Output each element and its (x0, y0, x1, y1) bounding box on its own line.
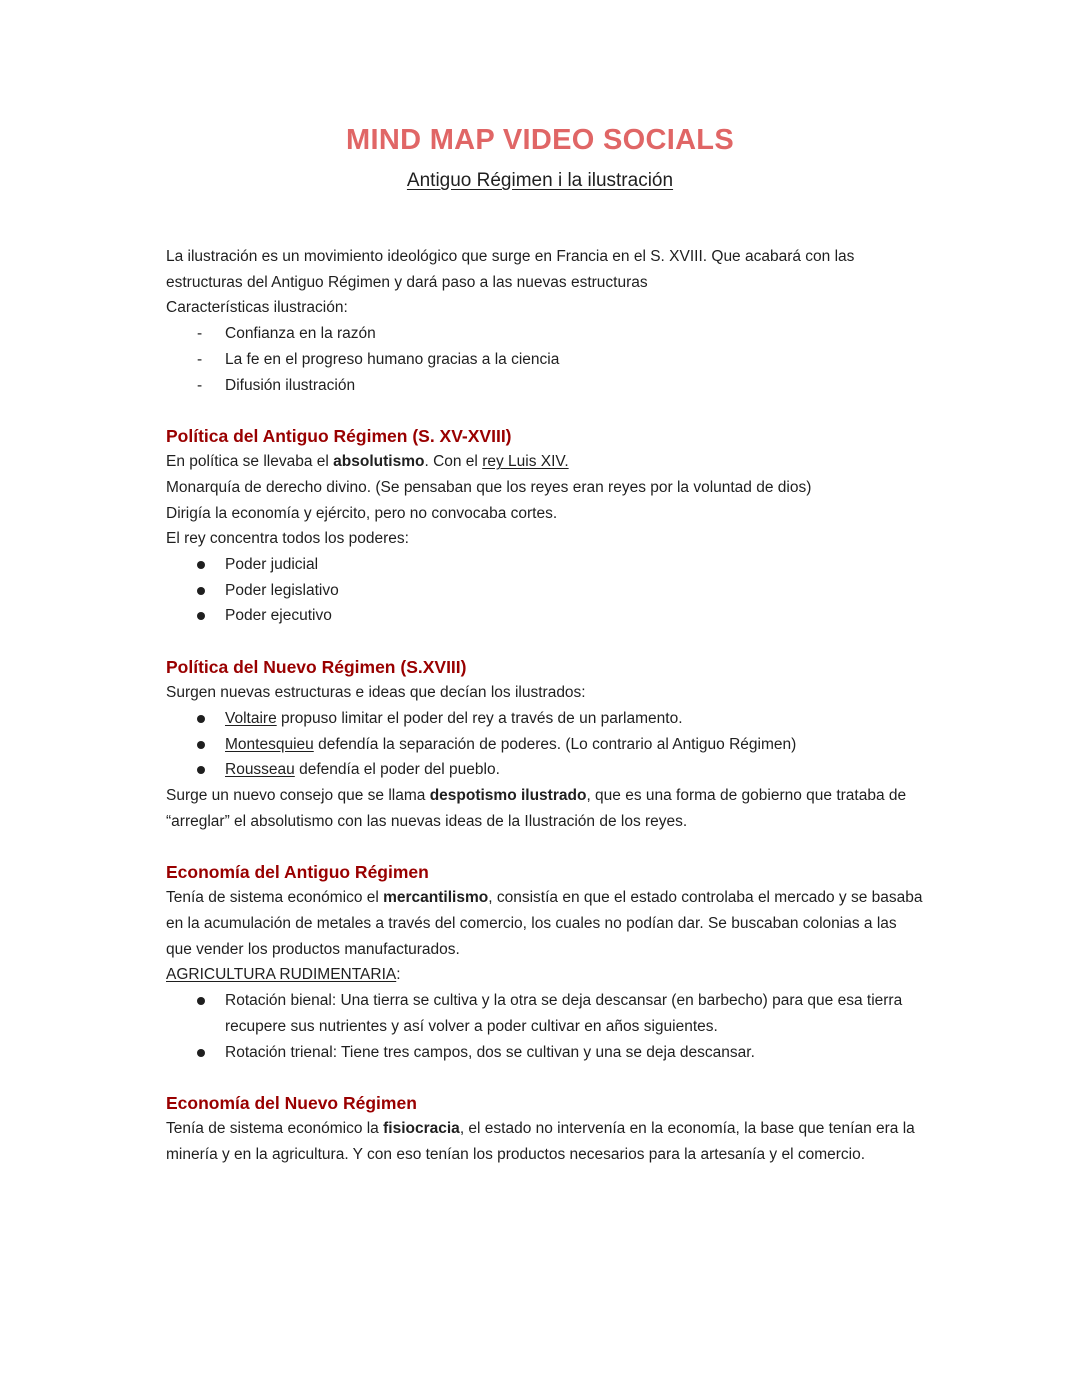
document-body (166, 244, 926, 1168)
underlined-term: Voltaire (225, 709, 277, 727)
section-heading-politica-nuevo: Política del Nuevo Régimen (S.XVIII) (166, 657, 467, 678)
underlined-term: Rousseau (225, 761, 295, 779)
list-item: - Difusión ilustración (166, 373, 926, 399)
page-subtitle (0, 170, 1080, 192)
paragraph: Dirigía la economía y ejército, pero no convocaba cortes. (166, 504, 558, 522)
paragraph: Tenía de sistema económico el mercantilismo, consistía en que el estado controlaba el mercado y se basaba en la acumulación de metales a través del comercio, los cuales no podían dar. Se buscaban colonias a las que vender los productos manufacturados. (166, 889, 923, 958)
underlined-term: rey Luis XIV. (482, 453, 569, 471)
list-item: - Confianza en la razón (166, 321, 926, 347)
list-item: - La fe en el progreso humano gracias a la ciencia (166, 347, 926, 373)
list-item: Rousseau defendía el poder del pueblo. (166, 757, 926, 783)
list-item: Rotación bienal: Una tierra se cultiva y la otra se deja descansar (en barbecho) para que esa tierra recupere sus nutrientes y así volver a poder cultivar en años siguientes. (166, 988, 926, 1039)
underlined-term: Montesquieu (225, 735, 314, 753)
list-item: Montesquieu defendía la separación de poderes. (Lo contrario al Antiguo Régimen) (166, 732, 926, 758)
section-heading-economia-antiguo: Economía del Antiguo Régimen (166, 862, 429, 883)
list-item: Rotación trienal: Tiene tres campos, dos se cultivan y una se deja descansar. (166, 1040, 926, 1066)
page-title: MIND MAP VIDEO SOCIALS (346, 124, 734, 156)
intro-paragraph: La ilustración es un movimiento ideológico que surge en Francia en el S. XVIII. Que acabará con las estructuras del Antiguo Régimen y dará paso a las nuevas estructuras (166, 248, 855, 291)
subtitle-text: Antiguo Régimen i la ilustración (406, 170, 674, 191)
powers-list (166, 552, 926, 629)
bold-term: fisiocracia (383, 1120, 460, 1138)
list-item: Poder ejecutivo (166, 603, 926, 629)
intro-characteristics-label: Características ilustración: (166, 299, 348, 317)
underlined-term: AGRICULTURA RUDIMENTARIA (166, 966, 397, 984)
paragraph: Surge un nuevo consejo que se llama despotismo ilustrado, que es una forma de gobierno que trataba de “arreglar” el absolutismo con las nuevas ideas de la Ilustración de los reyes. (166, 786, 907, 830)
paragraph: Tenía de sistema económico la fisiocracia, el estado no intervenía en la economía, la base que tenían era la minería y en la agricultura. Y con eso tenían los productos necesarios para la artesanía y el comercio. (166, 1120, 915, 1163)
intro-list (166, 321, 926, 398)
bold-term: absolutismo (333, 453, 425, 471)
agricultura-list (166, 988, 926, 1065)
bold-term: mercantilismo (383, 889, 489, 907)
paragraph: Monarquía de derecho divino. (Se pensaban que los reyes eran reyes por la voluntad de dios) (166, 478, 812, 496)
ilustrados-list (166, 706, 926, 783)
paragraph: El rey concentra todos los poderes: (166, 530, 409, 548)
section-heading-economia-nuevo: Economía del Nuevo Régimen (166, 1093, 417, 1114)
paragraph: AGRICULTURA RUDIMENTARIA: (166, 966, 401, 984)
list-item: Voltaire propuso limitar el poder del rey a través de un parlamento. (166, 706, 926, 732)
list-item: Poder judicial (166, 552, 926, 578)
paragraph: En política se llevaba el absolutismo. Con el rey Luis XIV. (166, 453, 569, 471)
section-heading-politica-antiguo: Política del Antiguo Régimen (S. XV-XVIII) (166, 426, 512, 447)
paragraph: Surgen nuevas estructuras e ideas que decían los ilustrados: (166, 684, 586, 702)
list-item: Poder legislativo (166, 578, 926, 604)
bold-term: despotismo ilustrado (429, 786, 587, 804)
